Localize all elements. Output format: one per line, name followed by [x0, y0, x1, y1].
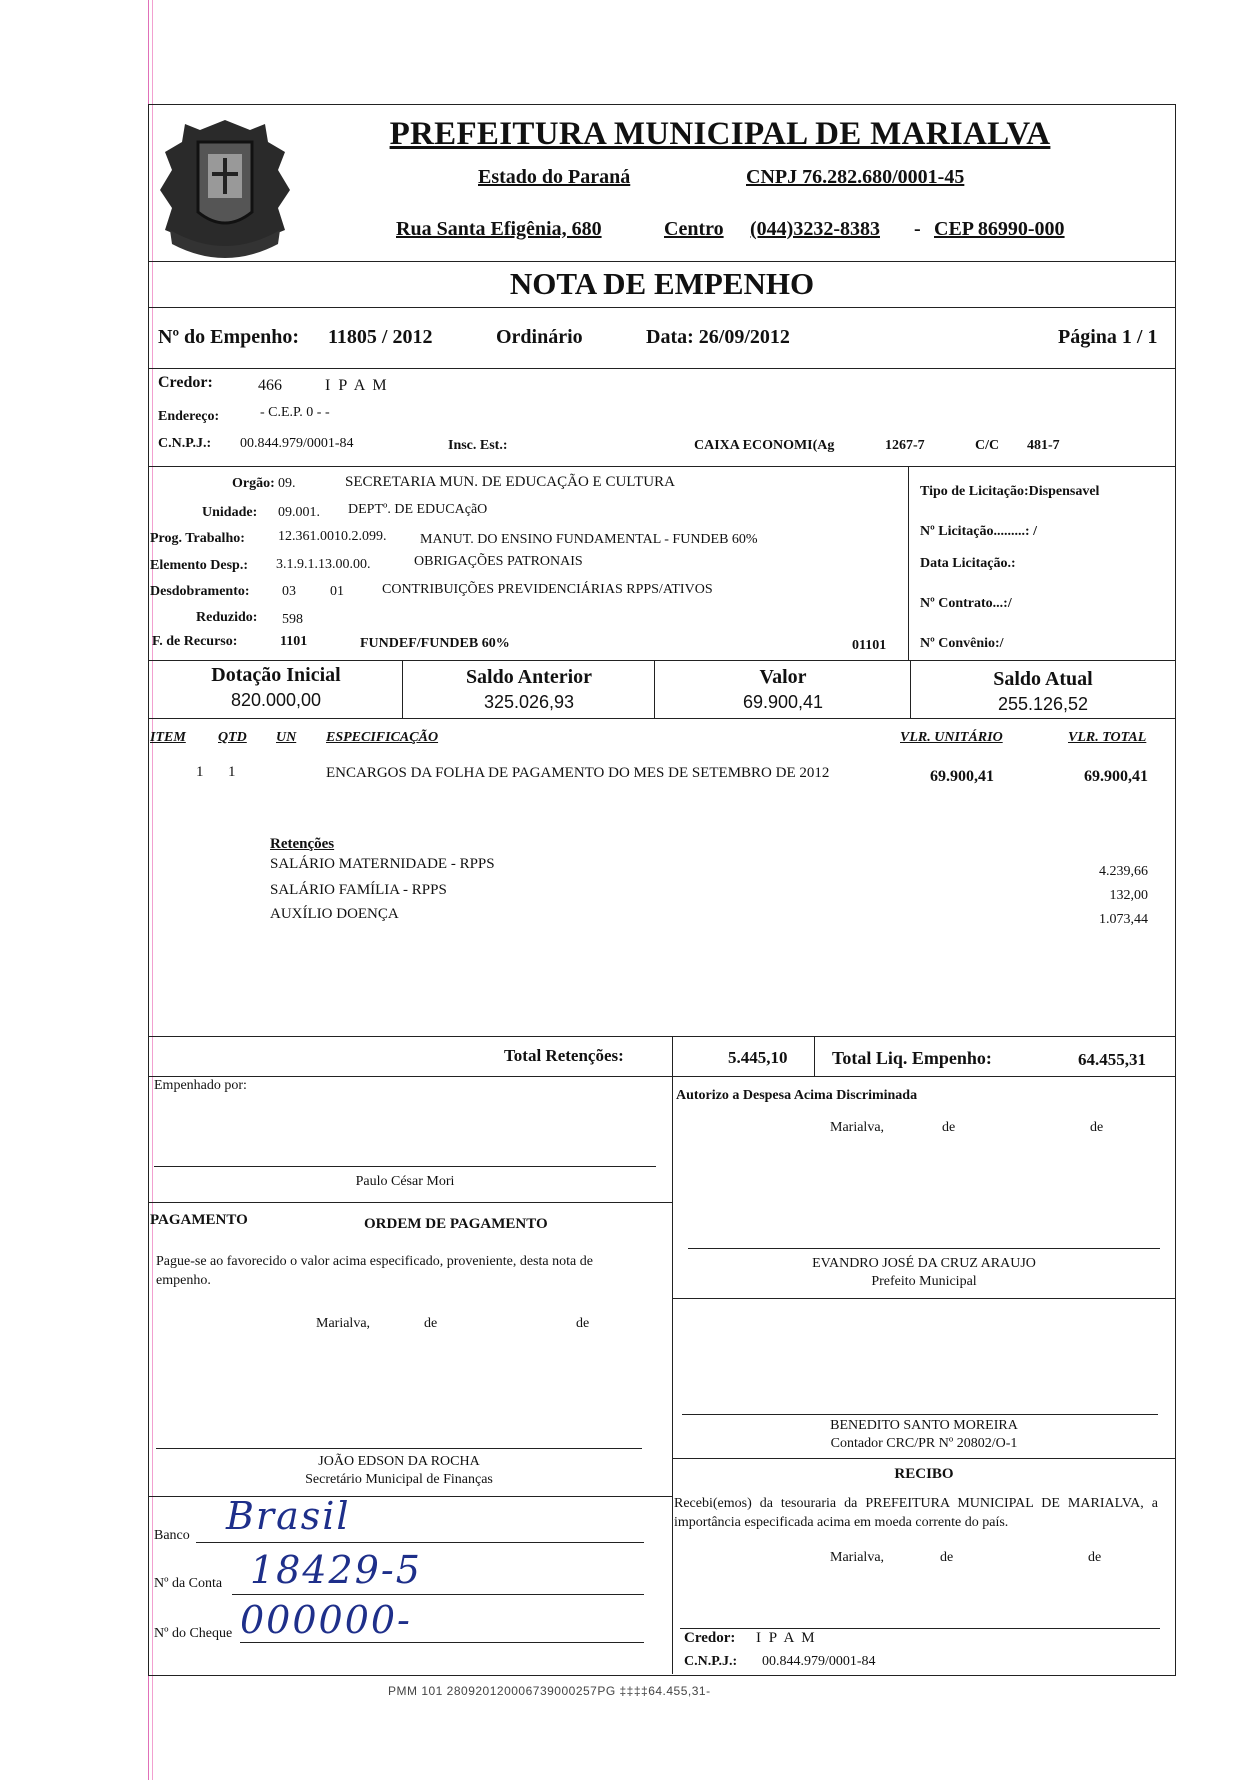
contador-title: Contador CRC/PR Nº 20802/O-1	[830, 1436, 1018, 1451]
recurso-label: F. de Recurso:	[152, 634, 238, 649]
de-recibo: de	[940, 1550, 954, 1565]
footer-code: PMM 101 28092012000673900025​7PG ‡‡‡‡64.455,31-	[388, 1684, 711, 1698]
header-state: Estado do Paraná	[478, 166, 631, 188]
reduzido-value: 598	[282, 612, 303, 627]
divider	[402, 660, 403, 718]
divider	[910, 660, 911, 718]
marialva-left: Marialva,	[316, 1316, 371, 1331]
conta-line	[232, 1594, 644, 1595]
credor-address-label: Endereço:	[158, 409, 220, 424]
divider	[148, 1202, 672, 1203]
prefeito-name: EVANDRO JOSÉ DA CRUZ ARAUJO	[812, 1256, 1036, 1271]
de-left: de	[576, 1316, 590, 1331]
credor-cc-label: C/C	[975, 438, 1000, 453]
secretario-name: JOÃO EDSON DA ROCHA	[318, 1454, 480, 1469]
contador-name: BENEDITO SANTO MOREIRA	[830, 1418, 1018, 1433]
col-unit: VLR. UNITÁRIO	[900, 730, 1003, 745]
atual-value: 255.126,52	[997, 694, 1089, 714]
cheque-line	[240, 1642, 644, 1643]
unidade-label: Unidade:	[202, 505, 258, 520]
credor-label: Credor:	[158, 374, 213, 391]
elemento-label: Elemento Desp.:	[150, 558, 248, 573]
recibo-text: Recebi(emos) da tesouraria da PREFEITURA MUNICIPAL DE MARIALVA, a importância especificada acima em moeda corrente do país.	[674, 1496, 1158, 1530]
credor-cc: 481-7	[1027, 438, 1060, 453]
elemento-name: OBRIGAÇÕES PATRONAIS	[414, 554, 583, 569]
empenho-label: Nº do Empenho:	[158, 326, 300, 348]
header-title: PREFEITURA MUNICIPAL DE MARIALVA	[389, 116, 1051, 152]
recurso-num: 01101	[852, 638, 887, 653]
prog-name: MANUT. DO ENSINO FUNDAMENTAL - FUNDEB 60%	[420, 532, 758, 547]
anterior-value: 325.026,93	[483, 692, 575, 712]
licitacao-contrato: Nº Contrato...:/	[920, 596, 1012, 611]
empenho-date: Data: 26/09/2012	[646, 326, 790, 348]
prefeito-title: Prefeito Municipal	[871, 1274, 977, 1289]
credor-insc-label: Insc. Est.:	[448, 438, 508, 453]
banco-handwriting: Brasil	[226, 1494, 351, 1538]
elemento-code: 3.1.9.1.13.00.00.	[276, 557, 371, 572]
empenhado-label: Empenhado por:	[154, 1078, 247, 1093]
dotacao-label: Dotação Inicial	[211, 664, 341, 686]
divider	[672, 1298, 1176, 1299]
marialva-recibo: Marialva,	[830, 1550, 885, 1565]
recibo-cnpj: 00.844.979/0001-84	[762, 1654, 876, 1669]
item-unit: 69.900,41	[930, 768, 994, 785]
divider	[148, 660, 1176, 661]
retencao-value: 132,00	[1109, 888, 1148, 903]
doc-title: NOTA DE EMPENHO	[509, 266, 815, 301]
orgao-label: Orgão:	[232, 476, 275, 491]
licitacao-data: Data Licitação.:	[920, 556, 1016, 571]
total-retencoes-value: 5.445,10	[728, 1048, 788, 1067]
orgao-code: 09.	[278, 476, 296, 491]
pague-text: Pague-se ao favorecido o valor acima especificado, proveniente, desta nota de empenho.	[156, 1254, 593, 1288]
valor-value: 69.900,41	[742, 692, 824, 712]
header-phone: (044)3232-8383	[750, 218, 880, 240]
banco-label: Banco	[154, 1528, 190, 1543]
recibo-credor-name: I P A M	[756, 1630, 817, 1646]
divider	[148, 1076, 1176, 1077]
item-number: 1	[196, 764, 204, 780]
signature-line	[156, 1448, 642, 1449]
desdob-code1: 03	[282, 584, 296, 599]
divider	[654, 660, 655, 718]
header-cnpj: CNPJ 76.282.680/0001-45	[746, 166, 965, 188]
desdob-code2: 01	[330, 584, 344, 599]
retencoes-title: Retenções	[270, 836, 335, 852]
divider	[148, 466, 1176, 467]
col-item: ITEM	[150, 730, 186, 745]
anterior-label: Saldo Anterior	[465, 666, 593, 688]
recurso-code: 1101	[280, 634, 308, 649]
signature-line	[154, 1166, 656, 1167]
divider	[672, 1036, 673, 1076]
licitacao-convenio: Nº Convênio:/	[920, 636, 1004, 651]
empenho-number: 11805 / 2012	[328, 326, 433, 348]
pagamento-label: PAGAMENTO	[150, 1212, 248, 1228]
col-un: UN	[276, 730, 297, 745]
credor-name: I P A M	[325, 377, 389, 394]
licitacao-numero: Nº Licitação.........: /	[920, 524, 1037, 539]
de-right: de	[942, 1120, 956, 1135]
header-address: Rua Santa Efigênia, 680	[396, 218, 602, 240]
unidade-name: DEPTº. DE EDUCAçãO	[348, 502, 488, 517]
secretario-title: Secretário Municipal de Finanças	[305, 1472, 493, 1487]
de-left: de	[424, 1316, 438, 1331]
item-total: 69.900,41	[1084, 768, 1148, 785]
credor-cnpj: 00.844.979/0001-84	[240, 436, 354, 451]
credor-code: 466	[258, 377, 282, 394]
prog-code: 12.361.0010.2.099.	[278, 529, 387, 544]
de-right: de	[1090, 1120, 1104, 1135]
recibo-cnpj-label: C.N.P.J.:	[684, 1654, 738, 1669]
col-qtd: QTD	[218, 730, 247, 745]
credor-agency: 1267-7	[885, 438, 925, 453]
retencao-value: 4.239,66	[1099, 864, 1148, 879]
total-liq-label: Total Liq. Empenho:	[832, 1048, 992, 1068]
header-district: Centro	[664, 218, 724, 240]
cheque-label: Nº do Cheque	[154, 1626, 233, 1641]
divider	[672, 1458, 1176, 1459]
empenho-type: Ordinário	[496, 326, 583, 348]
orgao-name: SECRETARIA MUN. DE EDUCAÇÃO E CULTURA	[345, 474, 675, 490]
retencao-name: AUXÍLIO DOENÇA	[270, 906, 399, 922]
divider	[672, 1076, 673, 1674]
col-spec: ESPECIFICAÇÃO	[326, 730, 439, 745]
licitacao-tipo: Tipo de Licitação:Dispensavel	[920, 484, 1100, 499]
retencao-name: SALÁRIO MATERNIDADE - RPPS	[270, 856, 495, 872]
divider	[148, 307, 1176, 308]
divider	[148, 368, 1176, 369]
ordem-label: ORDEM DE PAGAMENTO	[364, 1216, 548, 1232]
de-recibo: de	[1088, 1550, 1102, 1565]
dotacao-value: 820.000,00	[230, 690, 322, 710]
total-retencoes-label: Total Retenções:	[504, 1046, 624, 1065]
divider	[908, 466, 909, 660]
item-spec: ENCARGOS DA FOLHA DE PAGAMENTO DO MES DE SETEMBRO DE 2012	[326, 765, 830, 781]
atual-label: Saldo Atual	[993, 668, 1093, 690]
col-total: VLR. TOTAL	[1068, 730, 1147, 745]
desdob-label: Desdobramento:	[150, 584, 250, 599]
header-cep: CEP 86990-000	[934, 218, 1065, 240]
signature-line	[682, 1414, 1158, 1415]
retencao-value: 1.073,44	[1099, 912, 1148, 927]
credor-bank: CAIXA ECONOMI(Ag	[694, 438, 835, 453]
credor-address: - C.E.P. 0 - -	[260, 405, 330, 420]
divider	[814, 1036, 815, 1076]
coat-of-arms-icon	[150, 112, 300, 262]
total-liq-value: 64.455,31	[1078, 1050, 1146, 1069]
prog-label: Prog. Trabalho:	[150, 531, 245, 546]
divider	[148, 1036, 1176, 1037]
signature-line	[680, 1628, 1160, 1629]
banco-line	[196, 1542, 644, 1543]
desdob-name: CONTRIBUIÇÕES PREVIDENCIÁRIAS RPPS/ATIVOS	[382, 582, 713, 597]
recurso-name: FUNDEF/FUNDEB 60%	[360, 636, 510, 651]
marialva-right: Marialva,	[830, 1120, 885, 1135]
credor-cnpj-label: C.N.P.J.:	[158, 436, 212, 451]
header-dash: -	[914, 218, 921, 240]
autorizo-text: Autorizo a Despesa Acima Discriminada	[676, 1088, 918, 1103]
unidade-code: 09.001.	[278, 505, 320, 520]
conta-label: Nº da Conta	[154, 1576, 223, 1591]
empenho-page: Página 1 / 1	[1058, 326, 1158, 348]
retencao-name: SALÁRIO FAMÍLIA - RPPS	[270, 882, 447, 898]
empenhado-name: Paulo César Mori	[355, 1174, 455, 1189]
recibo-credor-label: Credor:	[684, 1630, 736, 1646]
valor-label: Valor	[759, 666, 807, 688]
recibo-title: RECIBO	[894, 1466, 954, 1482]
item-qtd: 1	[228, 764, 236, 780]
divider	[148, 261, 1176, 262]
divider	[148, 718, 1176, 719]
signature-line	[688, 1248, 1160, 1249]
conta-handwriting: 18429-5	[250, 1548, 422, 1592]
reduzido-label: Reduzido:	[196, 610, 258, 625]
cheque-handwriting: 000000-	[240, 1598, 412, 1642]
